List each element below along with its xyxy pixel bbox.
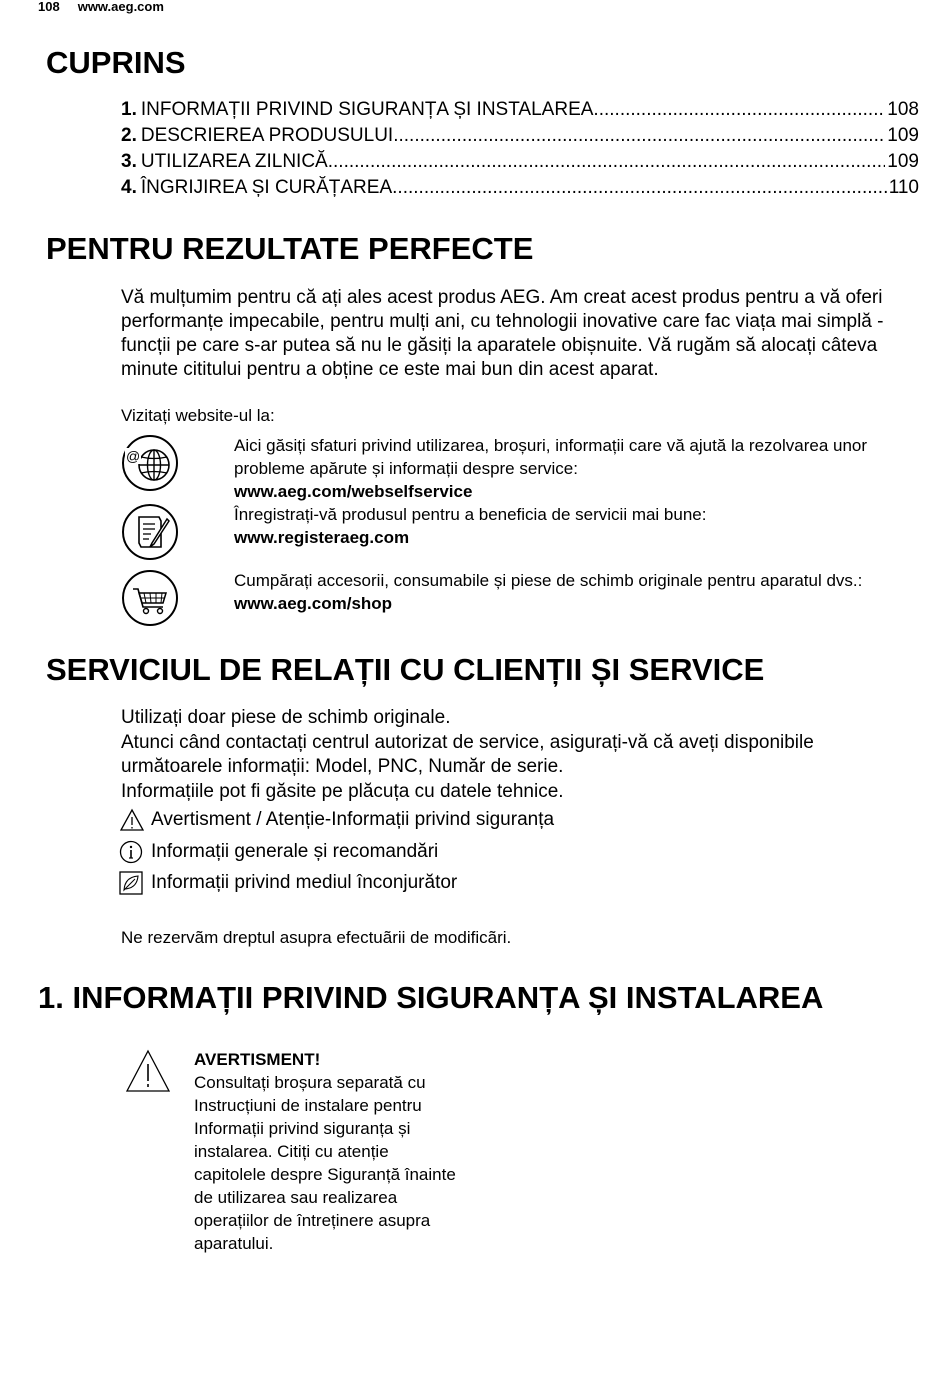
toc-item-number: 1. xyxy=(121,99,137,120)
toc-item-number: 4. xyxy=(121,177,137,198)
warning-triangle-icon xyxy=(124,1048,172,1094)
register-text-block xyxy=(234,503,914,549)
shop-text-block xyxy=(234,569,914,615)
customer-service-title: SERVICIUL DE RELAȚII CU CLIENȚII ȘI SERVICE xyxy=(46,652,765,687)
legend-warning-label: Avertisment / Atenție-Informații privind siguranța xyxy=(151,809,555,830)
shop-link[interactable]: www.aeg.com/shop xyxy=(234,594,393,613)
perfect-results-title: PENTRU REZULTATE PERFECTE xyxy=(46,231,534,266)
legend-info xyxy=(119,840,438,864)
intro-paragraph xyxy=(121,286,911,382)
toc-leader-dots xyxy=(328,149,886,175)
header-url[interactable]: www.aeg.com xyxy=(77,0,164,14)
webselfservice-description: Aici găsiți sfaturi privind utilizarea, broșuri, informații care vă ajută la rezolvarea unor probleme apărute și informații despre service: xyxy=(234,436,868,478)
toc-item-number: 3. xyxy=(121,151,137,172)
toc-leader-dots xyxy=(392,175,887,201)
toc-leader-dots xyxy=(393,123,885,149)
shopping-cart-icon xyxy=(121,569,179,627)
service-line-spare-parts: Utilizați doar piese de schimb originale. xyxy=(121,707,451,728)
toc-item-page: 109 xyxy=(887,125,919,146)
legend-info-label: Informații generale și recomandări xyxy=(151,841,439,862)
info-circle-icon xyxy=(119,840,145,864)
customer-service-text xyxy=(121,706,911,804)
register-description: Înregistrați-vă produsul pentru a beneficia de servicii mai bune: xyxy=(234,505,707,524)
shop-description: Cumpărați accesorii, consumabile și piese de schimb originale pentru aparatul dvs.: xyxy=(234,571,863,590)
svg-text:@: @ xyxy=(126,448,141,464)
safety-warning-text-block xyxy=(194,1048,459,1255)
toc-item-number: 2. xyxy=(121,125,137,146)
safety-warning-title: AVERTISMENT! xyxy=(194,1050,321,1069)
register-link[interactable]: www.registeraeg.com xyxy=(234,528,410,547)
toc-item-label: UTILIZAREA ZILNICĂ xyxy=(140,151,328,172)
globe-at-icon xyxy=(121,434,179,492)
warning-triangle-icon xyxy=(119,808,145,832)
safety-warning-body: Consultați broșura separată cu Instrucțiuni de instalare pentru Informații privind siguranța și instalarea. Citiți cu atenție capitolele despre Siguranță înainte de utilizarea sau realizarea operațiilor de întreținere asupra aparatului. xyxy=(194,1073,456,1253)
toc-item-page: 109 xyxy=(887,151,919,172)
leaf-icon xyxy=(119,871,145,895)
page-header xyxy=(38,0,164,14)
table-of-contents xyxy=(121,97,919,201)
legend-environment-label: Informații privind mediul înconjurător xyxy=(151,872,458,893)
toc-item[interactable] xyxy=(121,97,919,123)
intro-text: Vă mulțumim pentru că ați ales acest produs AEG. Am creat acest produs pentru a vă oferi performanțe impecabile, pentru mulți ani, cu tehnologii inovative care fac viața mai simplă - funcții pe care s-ar putea să nu le găsiți la aparatele obișnuite. Vă rugăm să alocați câteva minute cititului pentru a obține ce este mai bun din acest aparat. xyxy=(121,287,884,380)
toc-item-page: 108 xyxy=(887,99,919,120)
toc-item-label: DESCRIEREA PRODUSULUI xyxy=(140,125,394,146)
visit-label: Vizitați website-ul la: xyxy=(121,406,275,425)
toc-item[interactable] xyxy=(121,123,919,149)
toc-item-label: ÎNGRIJIREA ȘI CURĂȚAREA xyxy=(140,177,393,198)
page-number: 108 xyxy=(38,0,60,14)
service-line-contact: Atunci când contactați centrul autorizat de service, asigurați-vă că aveți disponibile următoarele informații: Model, PNC, Număr de serie. xyxy=(121,731,814,777)
toc-title: CUPRINS xyxy=(46,45,186,80)
service-line-rating-plate: Informațiile pot fi găsite pe plăcuța cu datele tehnice. xyxy=(121,780,564,802)
toc-item[interactable] xyxy=(121,175,919,201)
legend-environment xyxy=(119,871,457,895)
webselfservice-text-block xyxy=(234,434,914,503)
reserve-rights-text: Ne rezervãm dreptul asupra efectuãrii de modificãri. xyxy=(121,928,512,947)
toc-leader-dots xyxy=(593,97,885,123)
safety-section-title: 1. INFORMAȚII PRIVIND SIGURANȚA ȘI INSTALAREA xyxy=(38,980,824,1015)
toc-item[interactable] xyxy=(121,149,919,175)
toc-item-label: INFORMAȚII PRIVIND SIGURANȚA ȘI INSTALAREA xyxy=(140,99,594,120)
toc-item-page: 110 xyxy=(888,177,919,198)
legend-warning xyxy=(119,808,554,832)
webselfservice-link[interactable]: www.aeg.com/webselfservice xyxy=(234,482,473,501)
register-document-icon xyxy=(121,503,179,561)
